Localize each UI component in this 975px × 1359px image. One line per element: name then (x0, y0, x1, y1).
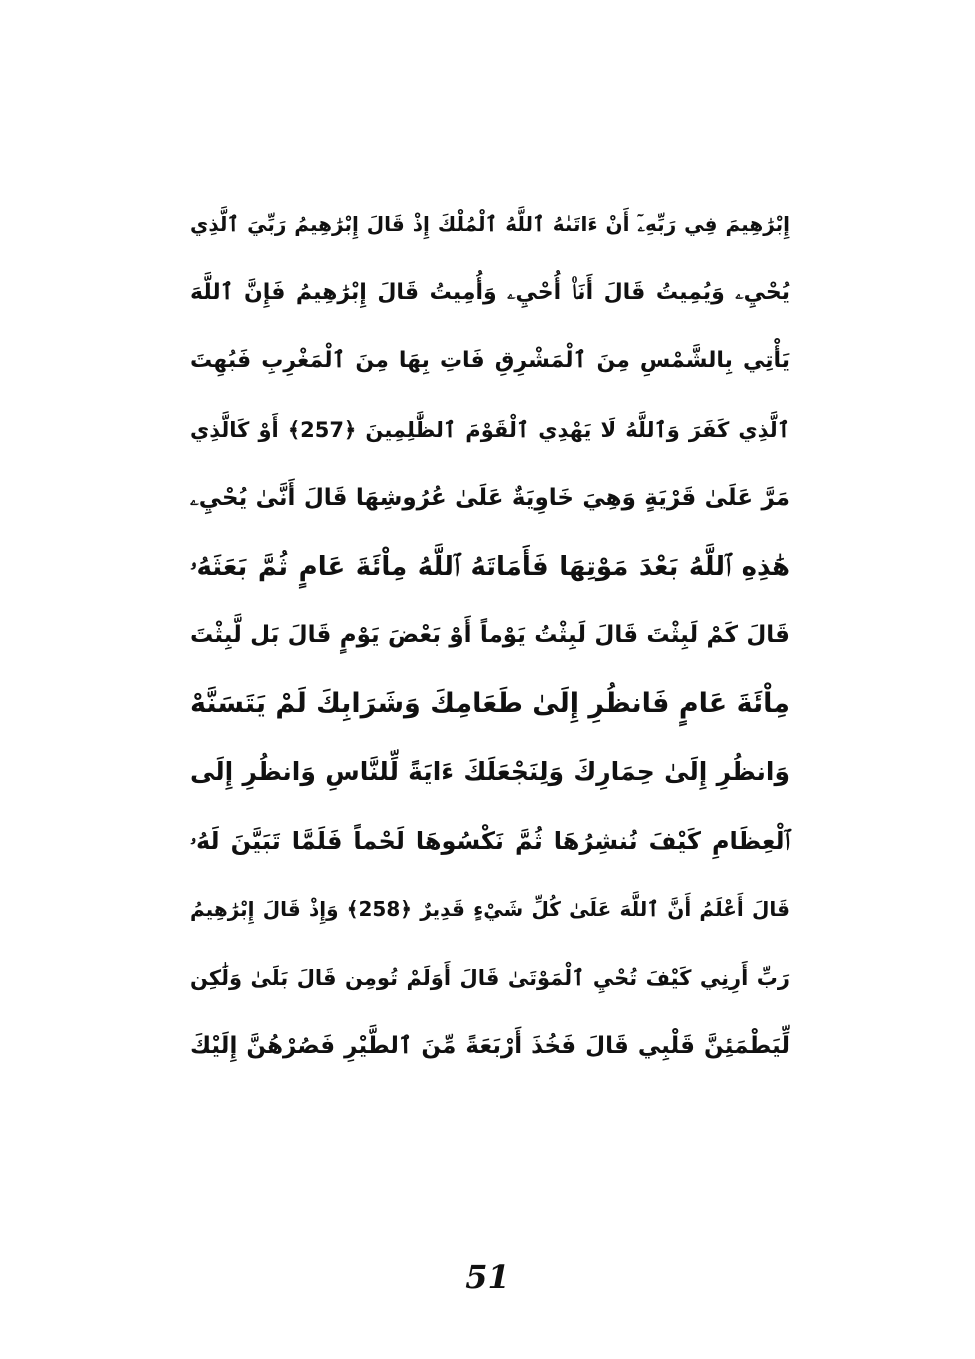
verse-line: رَبِّ أَرِنِي كَيْفَ تُحْيِ ٱلْمَوْتَىٰ قَالَ أَوَلَمْ تُومِن قَالَ بَلَىٰ وَلَٰكِن (190, 965, 790, 990)
quran-text-block (190, 190, 790, 1081)
verse-line: مِاْئَةَ عَامٍ فَانظُرِ إِلَىٰ طَعَامِكَ وَشَرَابِكَ لَمْ يَتَسَنَّهْ (190, 687, 790, 719)
verse-line: وَانظُرِ إِلَىٰ حِمَارِكَ وَلِنَجْعَلَكَ ءَايَةً لِّلنَّاسِ وَانظُرِ إِلَى (190, 757, 790, 786)
verse-line: قَالَ أَعْلَمُ أَنَّ ٱللَّهَ عَلَىٰ كُلِّ شَيْءٍ قَدِيرٌ ﴿258﴾ وَإِذْ قَالَ إِبْرَٰهِيمُ (190, 897, 790, 921)
verse-line: يُحْيِۦ وَيُمِيتُ قَالَ أَنَا۠ أُحْيِۦ وَأُمِيتُ قَالَ إِبْرَٰهِيمُ فَإِنَّ ٱللَّهَ (190, 279, 790, 305)
verse-line: هَٰذِهِ ٱللَّهُ بَعْدَ مَوْتِهَا فَأَمَاتَهُ ٱللَّهُ مِاْئَةَ عَامٍ ثُمَّ بَعَثَهُۥ (190, 551, 790, 582)
verse-line: قَالَ كَمْ لَبِثْتَ قَالَ لَبِثْتُ يَوْماً أَوْ بَعْضَ يَوْمٍ قَالَ بَل لَّبِثْتَ (190, 622, 790, 648)
verse-line: ٱلَّذِي كَفَرَ وَٱللَّهُ لَا يَهْدِي ٱلْقَوْمَ ٱلظَّٰلِمِينَ ﴿257﴾ أَوْ كَالَّذِي (190, 417, 790, 442)
verse-line: يَأْتِي بِالشَّمْسِ مِنَ ٱلْمَشْرِقِ فَاتِ بِهَا مِنَ ٱلْمَغْرِبِ فَبُهِتَ (190, 348, 790, 373)
verse-line: إِبْرَٰهِيمَ فِي رَبِّهِۦٓ أَنْ ءَاتَىٰهُ ٱللَّهُ ٱلْمُلْكَ إِذْ قَالَ إِبْرَٰهِيمُ رَبِّيَ ٱلَّذِي (190, 212, 790, 236)
verse-line: ٱلْعِظَامِ كَيْفَ نُنشِرُهَا ثُمَّ نَكْسُوهَا لَحْماً فَلَمَّا تَبَيَّنَ لَهُۥ (190, 826, 790, 855)
page-number: 51 (465, 1258, 510, 1296)
verse-line: لِّيَطْمَئِنَّ قَلْبِي قَالَ فَخُذَ أَرْبَعَةً مِّنَ ٱلطَّيْرِ فَصُرْهُنَّ إِلَيْكَ (190, 1033, 790, 1059)
verse-line: مَرَّ عَلَىٰ قَرْيَةٍ وَهِيَ خَاوِيَةٌ عَلَىٰ عُرُوشِهَا قَالَ أَنَّىٰ يُحْيِۦ (190, 485, 790, 511)
